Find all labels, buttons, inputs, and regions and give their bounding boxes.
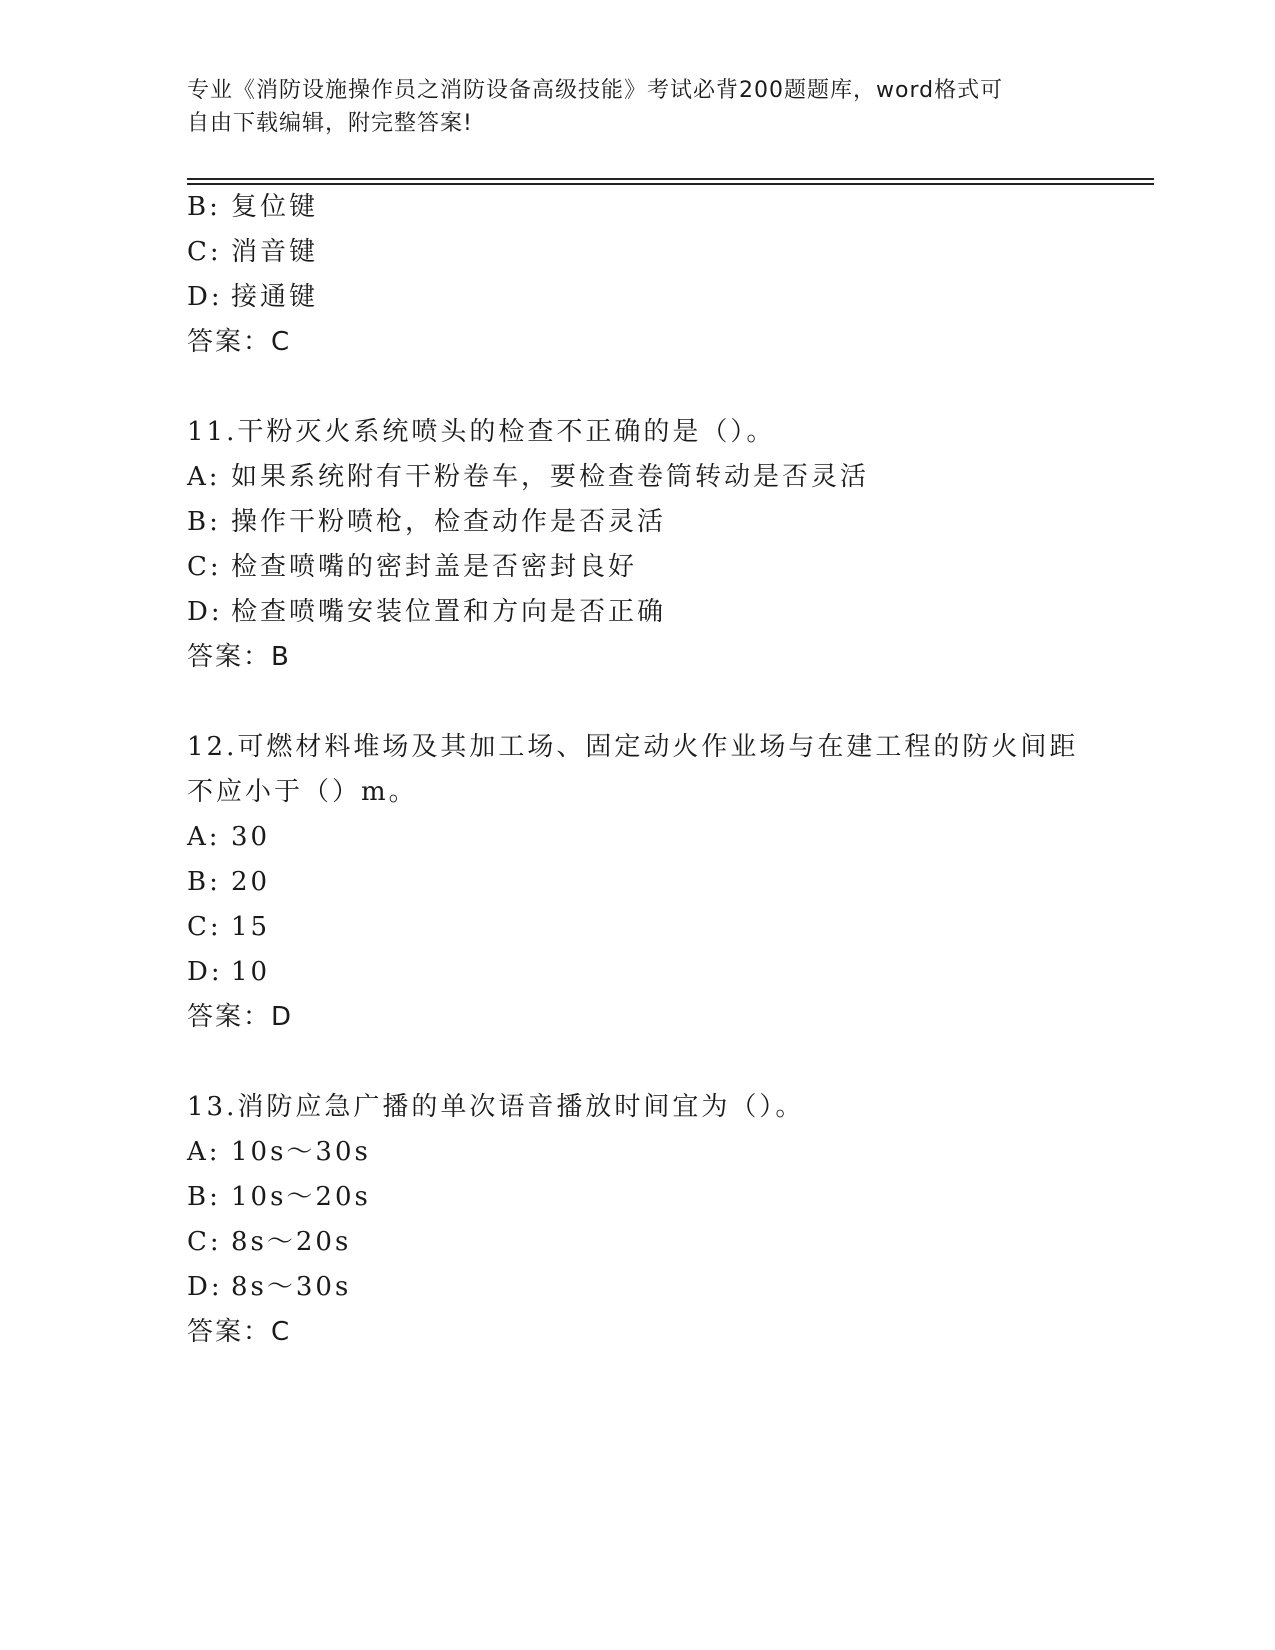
option-a [187, 1135, 371, 1169]
option-letter: D: [187, 957, 223, 987]
header-line-1: 专业《消防设施操作员之消防设备高级技能》考试必背200题题库，word格式可 [187, 78, 1004, 103]
header-divider-top [187, 178, 1154, 180]
option-text: 消音键 [231, 237, 319, 267]
answer-line: 答案：D [187, 1002, 294, 1032]
option-c [187, 235, 318, 269]
option-letter: C: [187, 552, 222, 582]
option-c [187, 1225, 351, 1259]
document-header [187, 74, 1087, 140]
option-letter: B: [187, 867, 221, 897]
option-text: 20 [231, 867, 271, 897]
option-text: 10s～20s [231, 1182, 371, 1212]
option-text: 8s～30s [231, 1272, 352, 1302]
option-letter: A: [187, 462, 221, 492]
question-stem: 12.可燃材料堆场及其加工场、固定动火作业场与在建工程的防火间距 [187, 732, 1079, 762]
option-d [187, 955, 270, 989]
option-b [187, 190, 318, 224]
option-letter: D: [187, 1272, 223, 1302]
option-text: 10s～30s [231, 1137, 371, 1167]
option-text: 复位键 [231, 192, 319, 222]
option-c [187, 550, 637, 584]
option-text: 如果系统附有干粉卷车，要检查卷筒转动是否灵活 [231, 462, 870, 492]
option-letter: A: [187, 822, 221, 852]
option-letter: C: [187, 912, 222, 942]
option-letter: B: [187, 1182, 221, 1212]
option-letter: C: [187, 237, 222, 267]
option-d [187, 595, 666, 629]
option-text: 15 [231, 912, 271, 942]
option-a [187, 460, 869, 494]
option-letter: C: [187, 1227, 222, 1257]
option-c [187, 910, 270, 944]
header-divider-bottom [187, 183, 1154, 185]
option-text: 8s～20s [231, 1227, 352, 1257]
option-letter: D: [187, 282, 223, 312]
option-b [187, 505, 666, 539]
question-stem: 13.消防应急广播的单次语音播放时间宜为（）。 [187, 1092, 805, 1122]
option-text: 检查喷嘴的密封盖是否密封良好 [231, 552, 638, 582]
option-text: 操作干粉喷枪，检查动作是否灵活 [231, 507, 667, 537]
option-d [187, 280, 318, 314]
option-letter: B: [187, 507, 221, 537]
option-text: 30 [231, 822, 271, 852]
option-letter: A: [187, 1137, 221, 1167]
question-stem: 11.干粉灭火系统喷头的检查不正确的是（）。 [187, 417, 776, 447]
header-line-2: 自由下载编辑，附完整答案! [187, 111, 473, 136]
option-letter: D: [187, 597, 223, 627]
answer-line: 答案：C [187, 327, 292, 357]
option-b [187, 865, 270, 899]
answer-line: 答案：B [187, 642, 291, 672]
option-a [187, 820, 270, 854]
option-text: 10 [231, 957, 271, 987]
question-stem-continued: 不应小于（）m。 [187, 777, 418, 807]
option-text: 接通键 [231, 282, 319, 312]
option-d [187, 1270, 351, 1304]
option-text: 检查喷嘴安装位置和方向是否正确 [231, 597, 667, 627]
option-letter: B: [187, 192, 221, 222]
answer-line: 答案：C [187, 1317, 292, 1347]
option-b [187, 1180, 371, 1214]
